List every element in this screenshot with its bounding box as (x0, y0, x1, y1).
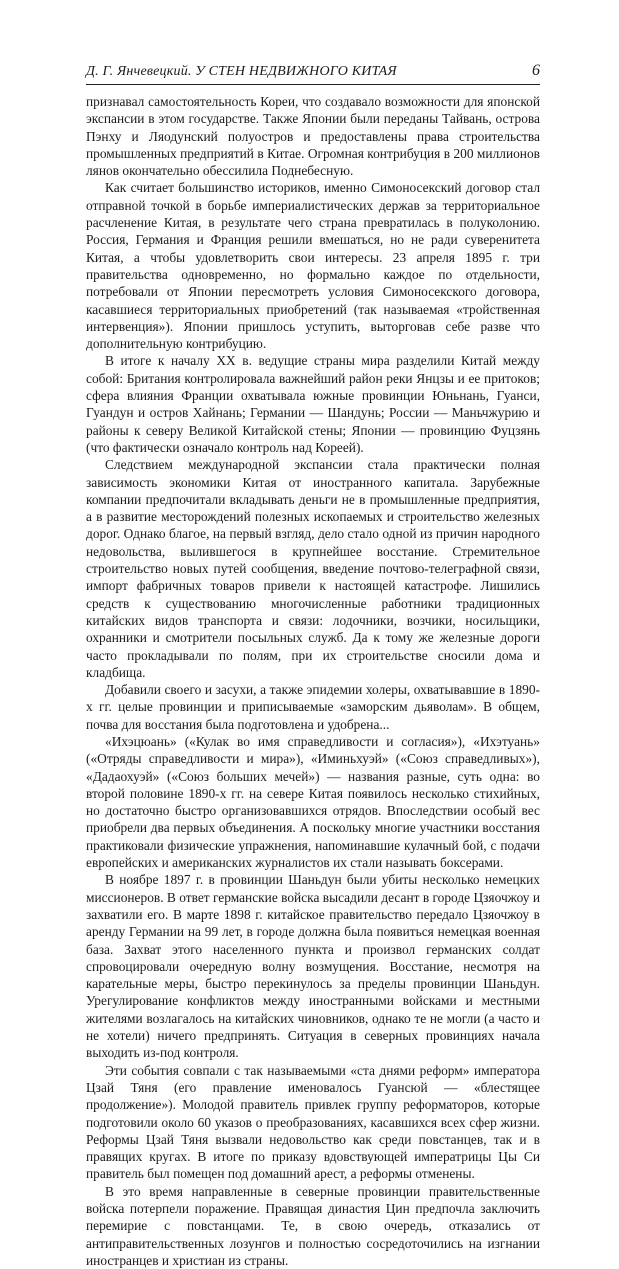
header-rule (86, 84, 540, 85)
running-title: Д. Г. Янчевецкий. У СТЕН НЕДВИЖНОГО КИТАЯ (86, 64, 397, 79)
body-text (86, 93, 540, 1269)
paragraph: Как считает большинство историков, именно Симоносекский договор стал отправной точкой в борьбе империалистических держав за территориальное расчленение Китая, в результате чего страна превратилась в полуколонию. Россия, Германия и Франция решили вмешаться, но не ради суверенитета Китая, а чтобы удовлетворить свои интересы. 23 апреля 1895 г. три правительства одновременно, но формально каждое по отдельности, потребовали от Японии пересмотреть условия Симоносекского договора, касавшиеся территориальных приобретений (так называемая «тройственная интервенция»). Японии пришлось уступить, выторговав себе разве что дополнительную контрибуцию. (86, 180, 540, 352)
paragraph: В итоге к началу XX в. ведущие страны мира разделили Китай между собой: Британия контролировала важнейший район реки Янцзы и ее притоков; сфера влияния Франции охватывала южные провинции Юньнань, Гуанси, Гуандун и остров Хайнань; Германии — Шандунь; России — Маньчжурию и районы к северу Великой Китайской стены; Японии — провинцию Фуцзянь (что фактически означало контроль над Кореей). (86, 353, 540, 455)
paragraph: Следствием международной экспансии стала практически полная зависимость экономики Китая от иностранного капитала. Зарубежные компании предпочитали вкладывать деньги не в промышленные предприятия, а в развитие месторождений полезных ископаемых и строительство железных дорог. Однако благое, на первый взгляд, дело стало одной из причин народного недовольства, вылившегося в крупнейшее восстание. Стремительное строительство новых путей сообщения, введение почтово-телеграфной связи, импорт фабричных товаров привели к настоящей катастрофе. Лишились средств к существованию многочисленные работники традиционных китайских видов транспорта и связи: лодочники, возчики, носильщики, охранники и смотрители посыльных служб. Да к тому же железные дороги часто прокладывали по полям, при их строительстве сносили дома и кладбища. (86, 457, 540, 680)
paragraph: В ноябре 1897 г. в провинции Шаньдун были убиты несколько немецких миссионеров. В ответ германские войска высадили десант в городе Цзяочжоу и захватили его. В марте 1898 г. китайское правительство передало Цзяочжоу в аренду Германии на 99 лет, в городе должна была появиться немецкая военная база. Захват этого населенного пункта и произвол германских солдат спровоцировали очередную волну возмущения. Восстание, несмотря на карательные меры, быстро перекинулось за пределы провинции Шаньдун. Урегулирование конфликтов между иностранными войсками и местными жителями возлагалось на китайских чиновников, однако те не могли (а часто и не хотели) ничего предпринять. Ситуация в северных провинциях начала выходить из-под контроля. (86, 872, 540, 1061)
paragraph: Добавили своего и засухи, а также эпидемии холеры, охватывавшие в 1890-х гг. целые провинции и приписываемые «заморским дьяволам». В общем, почва для восстания была подготовлена и удобрена... (86, 682, 540, 732)
paragraph: «Ихэцюань» («Кулак во имя справедливости и согласия»), «Ихэтуань» («Отряды справедливости и мира»), «Иминьхуэй» («Союз справедливых»), «Дадаохуэй» («Союз больших мечей») — названия разные, суть одна: во второй половине 1890-х гг. на севере Китая появилось несколько стихийных, но достаточно быстро организовавшихся отрядов. Впоследствии особый вес приобрели два первых объединения. А поскольку многие участники восстания практиковали физические упражнения, напоминавшие кулачный бой, с подачи европейских и американских журналистов их стали называть боксерами. (86, 733, 540, 871)
paragraph: В это время направленные в северные провинции правительственные войска потерпели поражение. Правящая династия Цин предпочла заключить перемирие с повстанцами. Те, в свою очередь, отказались от антиправительственных лозунгов и полностью сосредоточились на изгнании иностранцев и христиан из страны. (86, 1183, 540, 1268)
page-number: 6 (532, 62, 540, 79)
paragraph: признавал самостоятельность Кореи, что создавало возможности для японской экспансии в этом государстве. Также Японии были переданы Тайвань, острова Пэнху и Ляодунский полуостров и предоставлены права строительства промышленных предприятий в Китае. Огромная контрибуция в 200 миллионов лянов окончательно обессилила Поднебесную. (86, 94, 540, 179)
running-header (86, 62, 540, 86)
paragraph: Эти события совпали с так называемыми «ста днями реформ» императора Цзай Тяня (его правление именовалось Гуансюй — «блестящее продолжение»). Молодой правитель привлек группу реформаторов, которые подготовили около 60 указов о преобразованиях, касавшихся всех сфер жизни. Реформы Цзай Тяня вызвали недовольство как среди повстанцев, так и в правящих кругах. В итоге по приказу вдовствующей императрицы Цы Си правитель был помещен под домашний арест, а реформы отменены. (86, 1062, 540, 1182)
